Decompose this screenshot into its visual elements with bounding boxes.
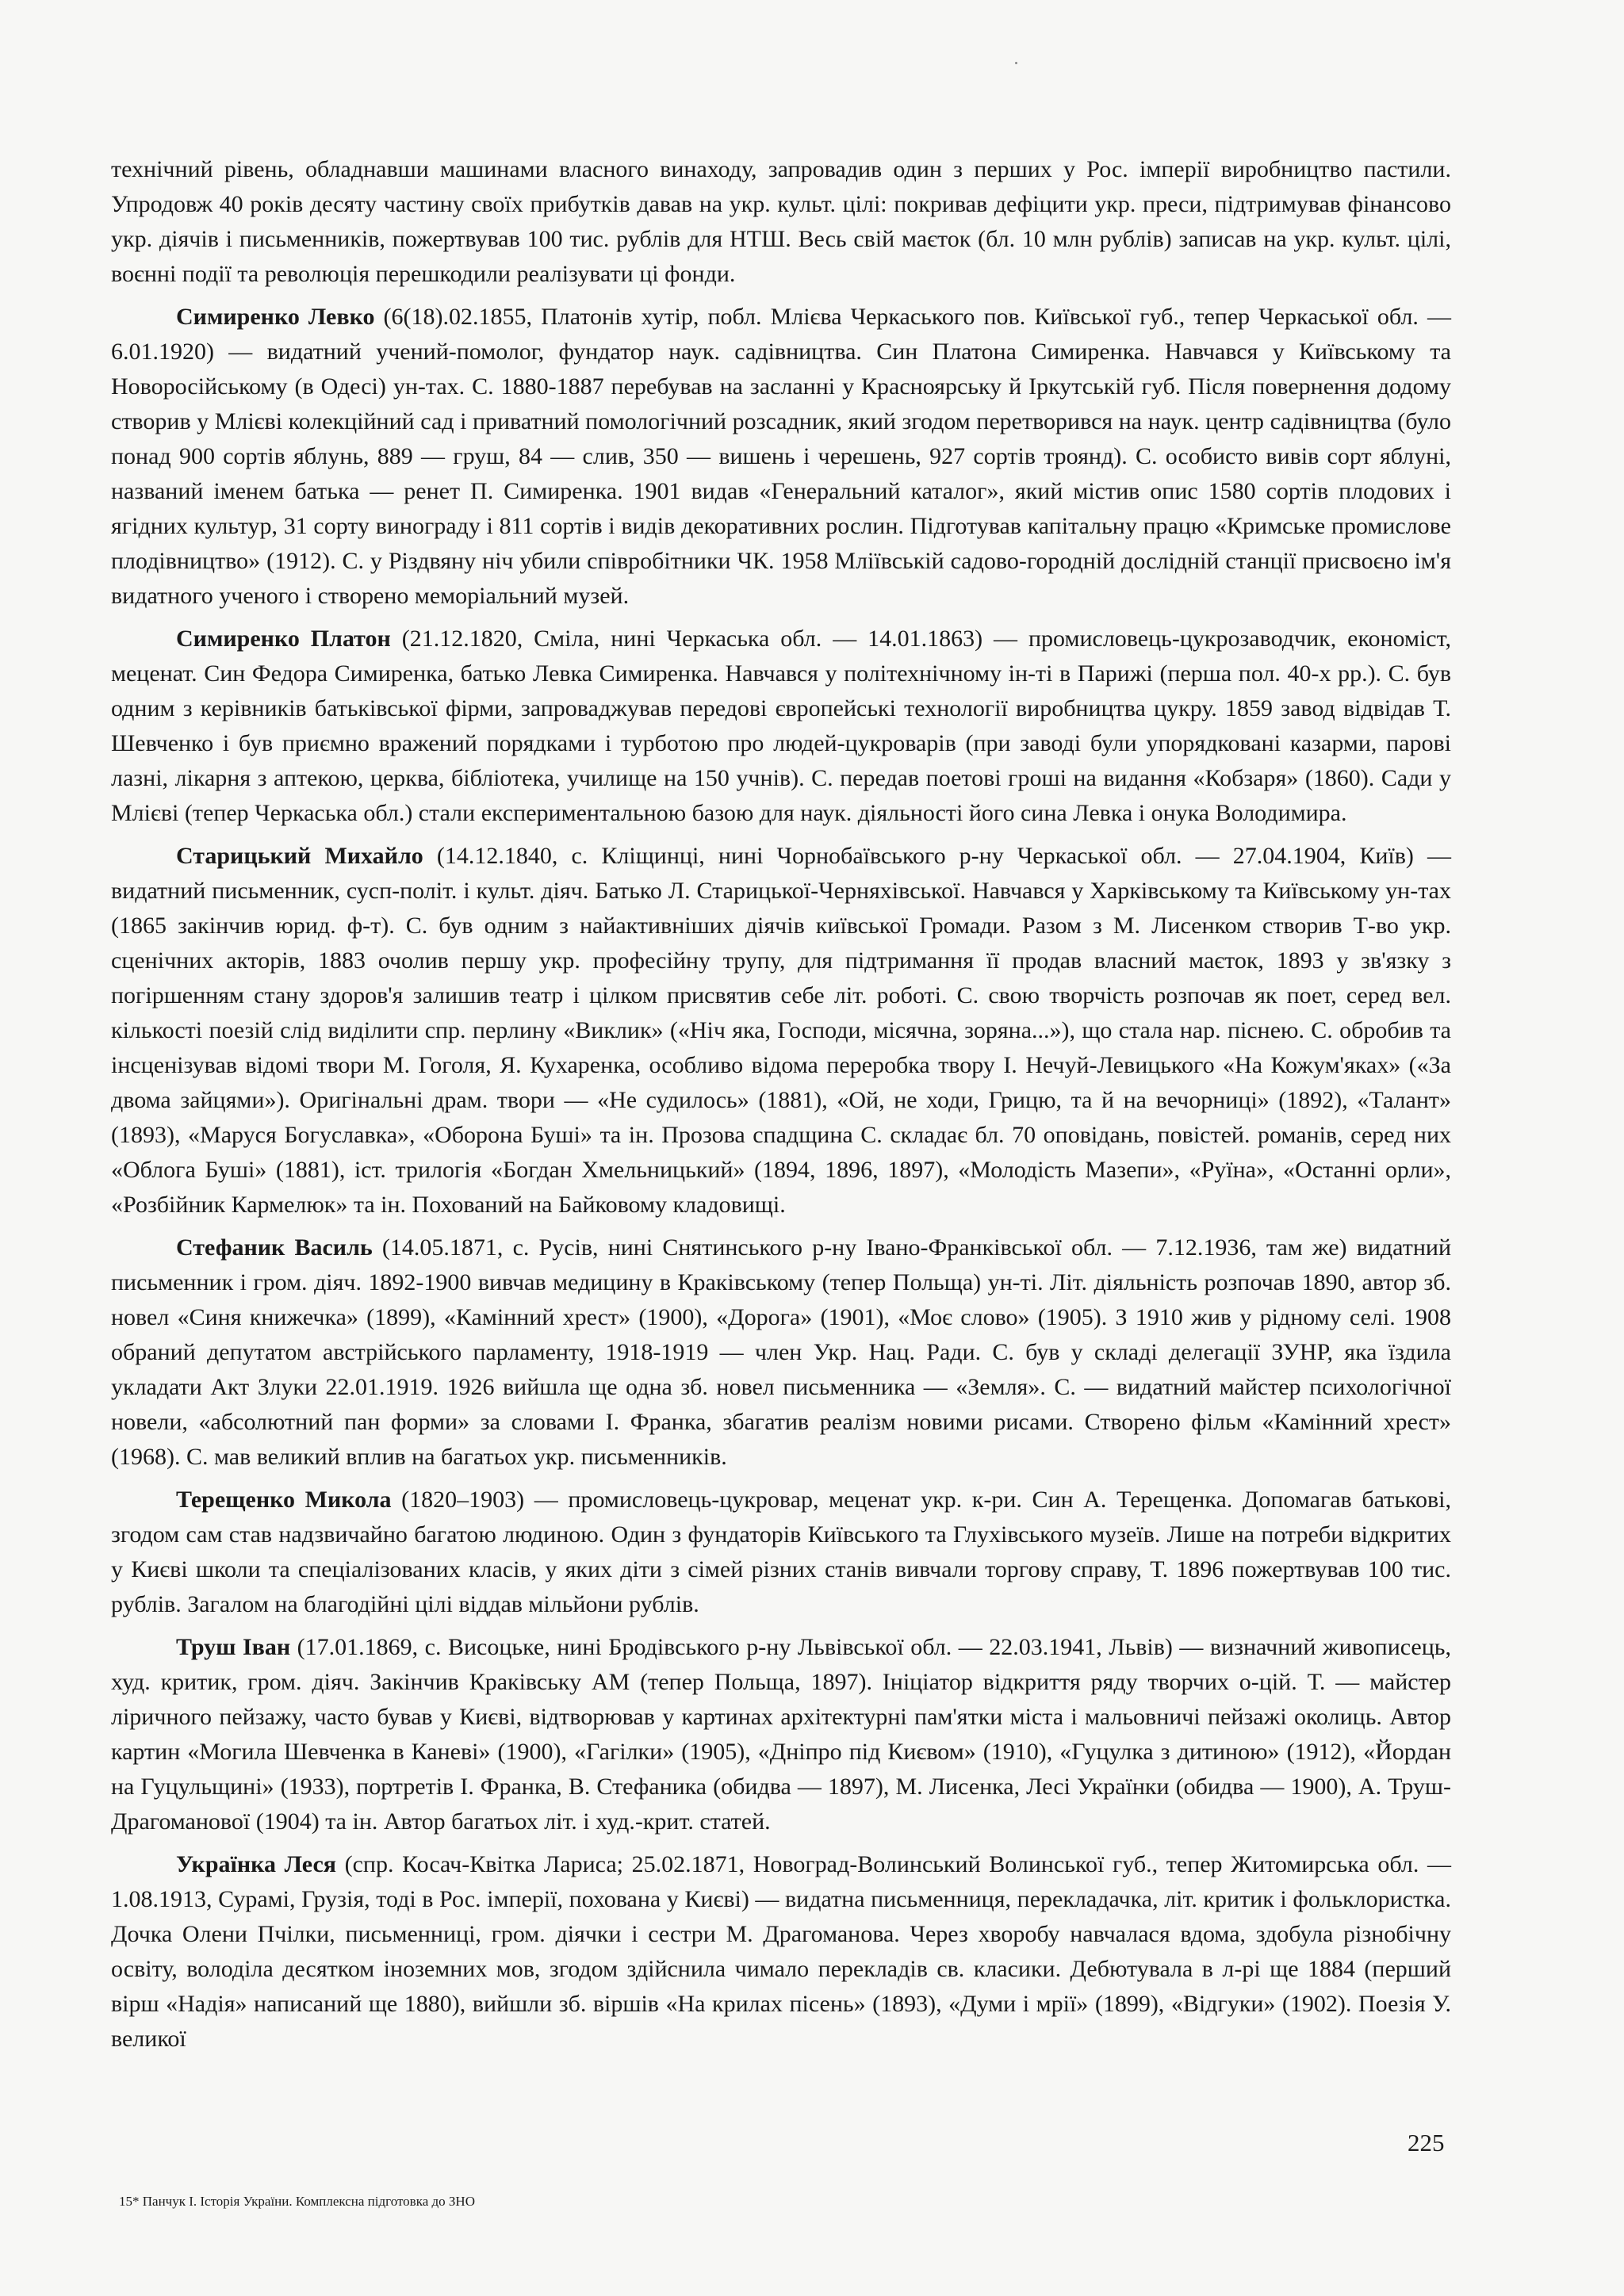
- entry-text: (17.01.1869, с. Висоцьке, нині Бродівського р-ну Львівської обл. — 22.03.1941, Львів) — визначний живописець, худ. критик, гром. діяч. Закінчив Краківську АМ (тепер Польща, 1897). Ініціатор відкриття ряду творчих о-цій. Т. — майстер ліричного пейзажу, часто бував у Києві, відтворював у картинах архітектурні пам'ятки міста і мальовничі пейзажі околиць. Автор картин «Могила Шевченка в Каневі» (1900), «Гагілки» (1905), «Дніпро під Києвом» (1910), «Гуцулка з дитиною» (1912), «Йордан на Гуцульщині» (1933), портретів І. Франка, В. Стефаника (обидва — 1897), М. Лисенка, Лесі Українки (обидва — 1900), А. Труш-Драгоманової (1904) та ін. Автор багатьох літ. і худ.-крит. статей.: [111, 1634, 1451, 1835]
- entry-trush-ivan: [111, 1630, 1451, 1839]
- entry-text: (21.12.1820, Сміла, нині Черкаська обл. — 14.01.1863) — промисловець-цукрозаводчик, економіст, меценат. Син Федора Симиренка, батько Левка Симиренка. Навчався у політехнічному ін-ті в Парижі (перша пол. 40-х рр.). С. був одним з керівників батьківської фірми, запроваджував передові європейські технології виробництва цукру. 1859 завод відвідав Т. Шевченко і був приємно вражений порядками і турботою про людей-цукроварів (при заводі були упорядковані казарми, парові лазні, лікарня з аптекою, церква, бібліотека, училище на 150 учнів). С. передав поетові гроші на видання «Кобзаря» (1860). Сади у Млієві (тепер Черкаська обл.) стали експериментальною базою для наук. діяльності його сина Левка і онука Володимира.: [111, 626, 1451, 826]
- scan-speck: [1015, 62, 1017, 64]
- entry-text: (14.05.1871, с. Русів, нині Снятинського р-ну Івано-Франківської обл. — 7.12.1936, там же) видатний письменник і гром. діяч. 1892-1900 вивчав медицину в Краківському (тепер Польща) ун-ті. Літ. діяльність розпочав 1890, автор зб. новел «Синя книжечка» (1899), «Камінний хрест» (1900), «Дорога» (1901), «Моє слово» (1905). З 1910 жив у рідному селі. 1908 обраний депутатом австрійського парламенту, 1918-1919 — член Укр. Нац. Ради. С. був у складі делегації ЗУНР, яка їздила укладати Акт Злуки 22.01.1919. 1926 вийшла ще одна зб. новел письменника — «Земля». С. — видатний майстер психологічної новели, «абсолютний пан форми» за словами І. Франка, збагатив реалізм новими рисами. Створено фільм «Камінний хрест» (1968). С. мав великий вплив на багатьох укр. письменників.: [111, 1234, 1451, 1470]
- page-number: 225: [1408, 2129, 1445, 2156]
- entry-stefanyk-vasyl: [111, 1230, 1451, 1475]
- footer-note: 15* Панчук І. Історія України. Комплексна підготовка до ЗНО: [119, 2194, 475, 2209]
- entry-starytskyi-mykhailo: [111, 839, 1451, 1223]
- entry-text: (6(18).02.1855, Платонів хутір, побл. Млієва Черкаського пов. Київської губ., тепер Черкаської обл. — 6.01.1920) — видатний учений-помолог, фундатор наук. садівництва. Син Платона Симиренка. Навчався у Київському та Новоросійському (в Одесі) ун-тах. С. 1880-1887 перебував на засланні у Красноярську й Іркутській губ. Після повернення додому створив у Млієві колекційний сад і приватний помологічний розсадник, який згодом перетворився на наук. центр садівництва (було понад 900 сортів яблунь, 889 — груш, 84 — слив, 350 — вишень і черешень, 927 сортів троянд). С. особисто вивів сорт яблуні, названий іменем батька — ренет П. Симиренка. 1901 видав «Генеральний каталог», який містив опис 1580 сортів плодових і ягідних культур, 31 сорту винограду і 811 сортів і видів декоративних рослин. Підготував капітальну працю «Кримське промислове плодівництво» (1912). С. у Різдвяну ніч убили співробітники ЧК. 1958 Мліївській садово-городній дослідній станції присвоєно ім'я видатного ученого і створено меморіальний музей.: [111, 304, 1451, 609]
- continuation-paragraph: технічний рівень, обладнавши машинами власного винаходу, запровадив один з перших у Рос. імперії виробництво пастили. Упродовж 40 років десяту частину своїх прибутків давав на укр. культ. цілі: покривав дефіцити укр. преси, підтримував фінансово укр. діячів і письменників, пожертвував 100 тис. рублів для НТШ. Весь свій маєток (бл. 10 млн рублів) записав на укр. культ. цілі, воєнні події та революція перешкодили реалізувати ці фонди.: [111, 156, 1451, 287]
- entry-name: Симиренко Платон: [176, 626, 391, 652]
- entry-name: Труш Іван: [176, 1634, 291, 1660]
- entry-text: (спр. Косач-Квітка Лариса; 25.02.1871, Новоград-Волинський Волинської губ., тепер Житомирська обл. — 1.08.1913, Сурамі, Грузія, тоді в Рос. імперії, похована у Києві) — видатна письменниця, перекладачка, літ. критик і фольклористка. Дочка Олени Пчілки, письменниці, гром. діячки і сестри М. Драгоманова. Через хворобу навчалася вдома, здобула різнобічну освіту, володіла десятком іноземних мов, згодом здійснила чимало перекладів св. класики. Дебютувала в л-рі ще 1884 (перший вірш «Надія» написаний ще 1880), вийшли зб. віршів «На крилах пісень» (1893), «Думи і мрії» (1899), «Відгуки» (1902). Поезія У. великої: [111, 1851, 1451, 2052]
- entry-tereshchenko-mykola: [111, 1483, 1451, 1622]
- entry-name: Терещенко Микола: [176, 1487, 392, 1513]
- entry-ukrainka-lesia: [111, 1847, 1451, 2057]
- page-body: [111, 152, 1451, 2064]
- entry-name: Старицький Михайло: [176, 843, 423, 869]
- entry-text: (14.12.1840, с. Кліщинці, нині Чорнобаївського р-ну Черкаської обл. — 27.04.1904, Київ) — видатний письменник, сусп-політ. і культ. діяч. Батько Л. Старицької-Черняхівської. Навчався у Харківському та Київському ун-тах (1865 закінчив юрид. ф-т). С. був одним з найактивніших діячів київської Громади. Разом з М. Лисенком створив Т-во укр. сценічних акторів, 1883 очолив першу укр. професійну трупу, для підтримання її продав власний маєток, 1893 у зв'язку з погіршенням стану здоров'я залишив театр і цілком присвятив себе літ. роботі. С. свою творчість розпочав як поет, серед вел. кількості поезій слід виділити спр. перлину «Виклик» («Ніч яка, Господи, місячна, зоряна...»), що стала нар. піснею. С. обробив та інсценізував відомі твори М. Гоголя, Я. Кухаренка, особливо відома переробка твору І. Нечуй-Левицького «На Кожум'яках» («За двома зайцями»). Оригінальні драм. твори — «Не судилось» (1881), «Ой, не ходи, Грицю, та й на вечорниці» (1892), «Талант» (1893), «Маруся Богуславка», «Оборона Буші» та ін. Прозова спадщина С. складає бл. 70 оповідань, повістей. романів, серед них «Облога Буші» (1881), іст. трилогія «Богдан Хмельницький» (1894, 1896, 1897), «Молодість Мазепи», «Руїна», «Останні орли», «Розбійник Кармелюк» та ін. Похований на Байковому кладовищі.: [111, 843, 1451, 1218]
- entry-name: Українка Леся: [176, 1851, 336, 1877]
- entry-name: Симиренко Левко: [176, 304, 375, 330]
- entry-text: (1820–1903) — промисловець-цукровар, меценат укр. к-ри. Син А. Терещенка. Допомагав батькові, згодом сам став надзвичайно багатою людиною. Один з фундаторів Київського та Глухівського музеїв. Лише на потреби відкритих у Києві школи та спеціалізованих класів, у яких діти з сімей різних станів вивчали торгову справу, Т. 1896 пожертвував 100 тис. рублів. Загалом на благодійні цілі віддав мільйони рублів.: [111, 1487, 1451, 1617]
- entry-symyrenko-levko: [111, 300, 1451, 614]
- entry-symyrenko-platon: [111, 622, 1451, 831]
- entry-name: Стефаник Василь: [176, 1234, 373, 1261]
